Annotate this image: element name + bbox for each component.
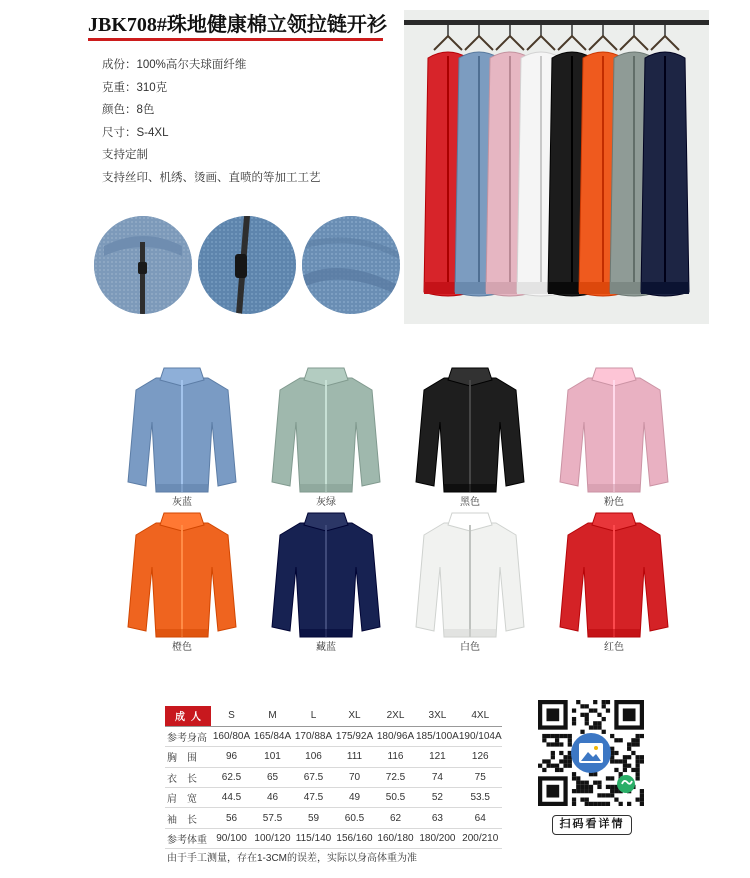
size-header: S [211, 706, 252, 726]
table-row [165, 788, 502, 808]
table-cell: 44.5 [211, 788, 252, 808]
row-name-shoulder: 肩 宽 [165, 788, 211, 808]
table-cell: 165/84A [252, 726, 293, 746]
row-name-chest: 胸 围 [165, 747, 211, 767]
table-cell: 180/96A [375, 726, 416, 746]
hanging-jackets-illustration [404, 10, 709, 324]
image-icon [571, 733, 611, 773]
table-cell: 62 [375, 808, 416, 828]
color-swatch-jacket [256, 360, 396, 500]
table-cell: 200/210 [459, 828, 502, 848]
spec-weight: 克重：310克 [102, 81, 168, 94]
color-swatch-jacket [112, 505, 252, 645]
color-swatch-jacket [544, 505, 684, 645]
table-cell: 56 [211, 808, 252, 828]
fabric-closeup-zipper [198, 216, 296, 314]
size-chart-table [165, 706, 502, 849]
table-row [165, 828, 502, 848]
measurement-note: 由于手工测量，存在1-3CM的误差，实际以身高体重为准 [167, 853, 418, 864]
row-name-weight: 参考体重 [165, 828, 211, 848]
row-name-length: 衣 长 [165, 767, 211, 787]
color-name-label: 灰蓝 [172, 497, 192, 508]
spec-material: 成份：100%高尔夫球面纤维 [102, 59, 247, 71]
row-name-height: 参考身高 [165, 726, 211, 746]
size-header: 3XL [416, 706, 459, 726]
table-row [165, 808, 502, 828]
table-cell: 50.5 [375, 788, 416, 808]
color-name-label: 白色 [460, 642, 480, 653]
table-cell: 46 [252, 788, 293, 808]
table-cell: 49 [334, 788, 375, 808]
table-row [165, 747, 502, 767]
table-cell: 115/140 [293, 828, 334, 848]
table-cell: 75 [459, 767, 502, 787]
color-swatch-jacket [400, 505, 540, 645]
table-cell: 64 [459, 808, 502, 828]
color-name-label: 橙色 [172, 642, 192, 653]
hanging-jacket [641, 25, 689, 296]
title-underline [88, 38, 383, 41]
size-header: M [252, 706, 293, 726]
color-name-label: 灰绿 [316, 497, 336, 508]
table-cell: 47.5 [293, 788, 334, 808]
spec-processes: 支持丝印、机绣、烫画、直喷的等加工工艺 [102, 171, 321, 184]
table-cell: 111 [334, 747, 375, 767]
fabric-closeup-texture [302, 216, 400, 314]
table-cell: 100/120 [252, 828, 293, 848]
color-swatch-jacket [256, 505, 396, 645]
adult-label: 成人 [165, 706, 211, 726]
table-cell: 126 [459, 747, 502, 767]
table-cell: 96 [211, 747, 252, 767]
mini-program-icon [617, 775, 635, 793]
size-chart-header-row [165, 706, 502, 726]
table-cell: 156/160 [334, 828, 375, 848]
scan-for-details-label: 扫码看详情 [552, 815, 632, 835]
size-header: 4XL [459, 706, 502, 726]
table-cell: 190/104A [459, 726, 502, 746]
table-cell: 175/92A [334, 726, 375, 746]
table-row [165, 767, 502, 787]
color-swatch-jacket [112, 360, 252, 500]
size-header: XL [334, 706, 375, 726]
color-name-label: 黑色 [460, 497, 480, 508]
spec-colors: 颜色：8色 [102, 104, 155, 117]
table-cell: 67.5 [293, 767, 334, 787]
table-row [165, 726, 502, 746]
size-header: L [293, 706, 334, 726]
qr-code[interactable] [538, 700, 644, 806]
table-cell: 170/88A [293, 726, 334, 746]
table-cell: 180/200 [416, 828, 459, 848]
table-cell: 57.5 [252, 808, 293, 828]
table-cell: 106 [293, 747, 334, 767]
color-name-label: 粉色 [604, 497, 624, 508]
table-cell: 72.5 [375, 767, 416, 787]
hanging-jackets-photo [404, 10, 709, 324]
qr-code-graphic [538, 700, 644, 806]
clothes-rail [404, 20, 709, 25]
table-cell: 70 [334, 767, 375, 787]
table-cell: 60.5 [334, 808, 375, 828]
table-cell: 65 [252, 767, 293, 787]
table-cell: 101 [252, 747, 293, 767]
table-cell: 160/80A [211, 726, 252, 746]
color-name-label: 藏蓝 [316, 642, 336, 653]
table-cell: 52 [416, 788, 459, 808]
color-swatch-jacket [400, 360, 540, 500]
color-swatch-jacket [544, 360, 684, 500]
table-cell: 53.5 [459, 788, 502, 808]
table-cell: 116 [375, 747, 416, 767]
product-title: JBK708#珠地健康棉立领拉链开衫 [88, 14, 387, 36]
color-name-label: 红色 [604, 642, 624, 653]
product-specs [102, 54, 321, 190]
table-cell: 121 [416, 747, 459, 767]
size-header: 2XL [375, 706, 416, 726]
spec-custom: 支持定制 [102, 149, 148, 162]
table-cell: 62.5 [211, 767, 252, 787]
table-cell: 63 [416, 808, 459, 828]
table-cell: 160/180 [375, 828, 416, 848]
table-cell: 90/100 [211, 828, 252, 848]
row-name-sleeve: 袖 长 [165, 808, 211, 828]
fabric-closeup-collar [94, 216, 192, 314]
table-cell: 185/100A [416, 726, 459, 746]
table-cell: 59 [293, 808, 334, 828]
table-cell: 74 [416, 767, 459, 787]
spec-sizes: 尺寸：S-4XL [102, 126, 169, 139]
